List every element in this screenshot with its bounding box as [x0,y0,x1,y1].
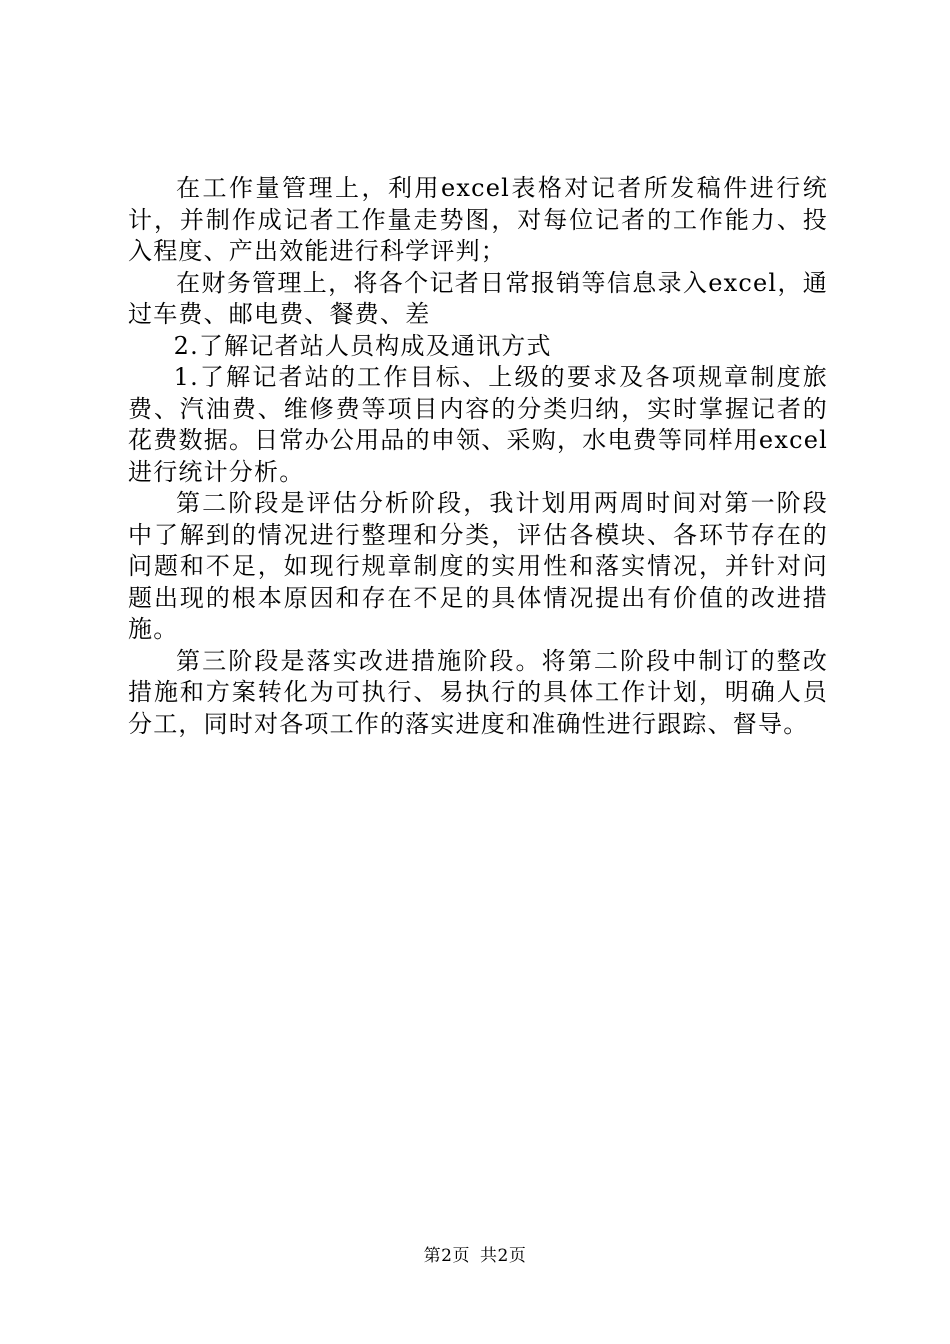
document-body [128,173,828,740]
paragraph-financial-management: 在财务管理上，将各个记者日常报销等信息录入excel，通过车费、邮电费、餐费、差 [128,268,828,328]
paragraph-work-objectives: 1.了解记者站的工作目标、上级的要求及各项规章制度旅费、汽油费、维修费等项目内容的分类归纳，实时掌握记者的花费数据。日常办公用品的申领、采购，水电费等同样用excel进行统计分析。 [128,363,828,486]
paragraph-workload-management: 在工作量管理上，利用excel表格对记者所发稿件进行统计，并制作成记者工作量走势图，对每位记者的工作能力、投入程度、产出效能进行科学评判； [128,174,828,265]
paragraph-stage-three: 第三阶段是落实改进措施阶段。将第二阶段中制订的整改措施和方案转化为可执行、易执行的具体工作计划，明确人员分工，同时对各项工作的落实进度和准确性进行跟踪、督导。 [128,646,828,738]
paragraph-staff-composition: 2.了解记者站人员构成及通讯方式 [173,331,552,360]
page-footer [0,1245,950,1267]
paragraph-stage-two: 第二阶段是评估分析阶段，我计划用两周时间对第一阶段中了解到的情况进行整理和分类，评估各模块、各环节存在的问题和不足，如现行规章制度的实用性和落实情况，并针对问题出现的根本原因和存在不足的具体情况提出有价值的改进措施。 [128,489,828,643]
page-total: 共2页 [480,1246,527,1266]
page-number: 第2页 [423,1246,470,1266]
